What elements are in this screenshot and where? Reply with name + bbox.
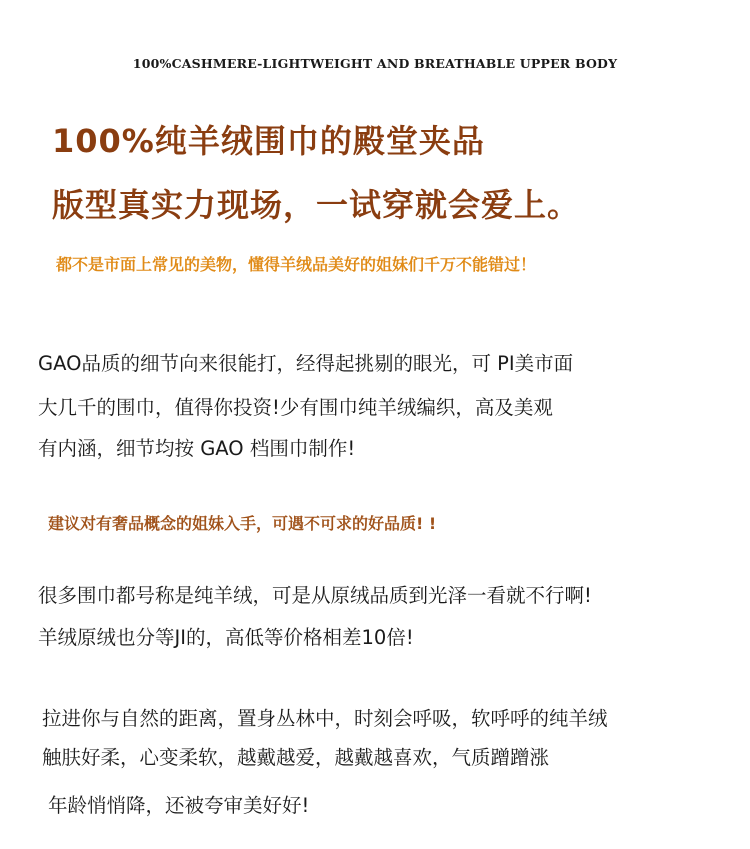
paragraph-1-line-1: GAO品质的细节向来很能打，经得起挑剔的眼光，可 PI美市面 bbox=[38, 352, 574, 375]
paragraph-1-line-3: 有内涵，细节均按 GAO 档围巾制作! bbox=[38, 437, 356, 460]
paragraph-2-line-1: 很多围巾都号称是纯羊绒，可是从原绒品质到光泽一看就不行啊! bbox=[38, 584, 592, 607]
paragraph-2-line-2: 羊绒原绒也分等JI的，高低等价格相差10倍! bbox=[38, 626, 414, 649]
paragraph-3-line-3: 年龄悄悄降，还被夸审美好好! bbox=[48, 794, 310, 817]
paragraph-1-line-2: 大几千的围巾，值得你投资!少有围巾纯羊绒编织，高及美观 bbox=[38, 396, 553, 419]
paragraph-3-line-2: 触肤好柔，心变柔软，越戴越爱，越戴越喜欢，气质蹭蹭涨 bbox=[42, 746, 550, 769]
eyebrow-text: 100%CASHMERE-LIGHTWEIGHT AND BREATHABLE UPPER BODY bbox=[132, 56, 618, 71]
headline-line-1: 100%纯羊绒围巾的殿堂夹品 bbox=[52, 122, 485, 160]
paragraph-3-line-1: 拉进你与自然的距离，置身丛林中，时刻会呼吸，软呼呼的纯羊绒 bbox=[42, 707, 608, 730]
accent-line: 建议对有奢品概念的姐妹入手，可遇不可求的好品质! ! bbox=[48, 514, 437, 533]
tagline: 都不是市面上常见的美物，懂得羊绒品美好的姐妹们千万不能错过！ bbox=[56, 255, 537, 274]
headline-line-2: 版型真实力现场，一试穿就会爱上。 bbox=[52, 186, 581, 224]
